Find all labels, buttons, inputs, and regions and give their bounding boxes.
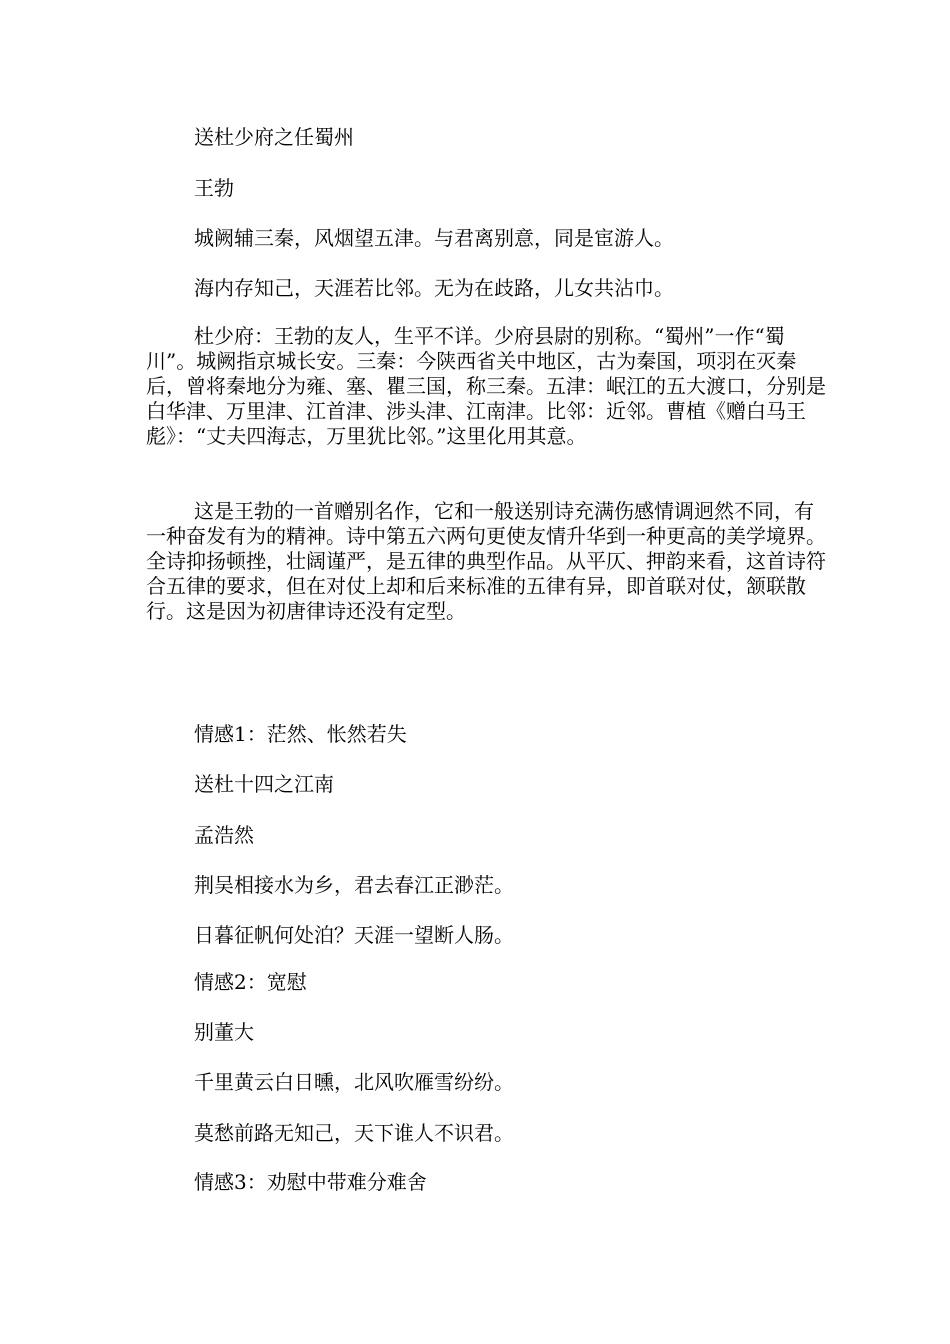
poem1-commentary: 这是王勃的一首赠别名作，它和一般送别诗充满伤感情调迥然不同，有一种奋发有为的精神。诗中第五六两句更使友情升华到一种更高的美学境界。全诗抑扬顿挫，壮阔谨严，是五律的典型作品。从平仄、押韵来看，这首诗符合五律的要求，但在对仗上却和后来标准的五律有异，即首联对仗，颔联散行。这是因为初唐律诗还没有定型。 <box>146 499 826 623</box>
poem2-line-2: 日暮征帆何处泊？天涯一望断人肠。 <box>194 923 514 947</box>
poem3-line-1: 千里黄云白日曛，北风吹雁雪纷纷。 <box>194 1070 514 1094</box>
poem3-line-2: 莫愁前路无知己，天下谁人不识君。 <box>194 1121 514 1145</box>
poem1-title: 送杜少府之任蜀州 <box>194 125 354 149</box>
poem3-title: 别董大 <box>194 1020 254 1044</box>
poem2-author: 孟浩然 <box>194 823 254 847</box>
poem1-author: 王勃 <box>194 176 234 200</box>
poem1-line-2: 海内存知己，天涯若比邻。无为在歧路，儿女共沾巾。 <box>194 276 674 300</box>
poem1-notes: 杜少府：王勃的友人，生平不详。少府县尉的别称。“蜀州”一作“蜀川”。城阙指京城长安。三秦：今陕西省关中地区，古为秦国，项羽在灭秦后，曾将秦地分为雍、塞、瞿三国，称三秦。五津：岷江的五大渡口，分别是白华津、万里津、江首津、涉头津、江南津。比邻：近邻。曹植《赠白马王彪》：“丈夫四海志，万里犹比邻。”这里化用其意。 <box>146 324 826 448</box>
emotion-1: 情感1：茫然、怅然若失 <box>194 722 407 746</box>
emotion-2: 情感2：宽慰 <box>194 970 307 994</box>
poem2-line-1: 荆吴相接水为乡，君去春江正渺茫。 <box>194 873 514 897</box>
poem1-line-1: 城阙辅三秦，风烟望五津。与君离别意，同是宦游人。 <box>194 226 674 250</box>
emotion-3: 情感3：劝慰中带难分难舍 <box>194 1170 427 1194</box>
poem2-title: 送杜十四之江南 <box>194 772 334 796</box>
